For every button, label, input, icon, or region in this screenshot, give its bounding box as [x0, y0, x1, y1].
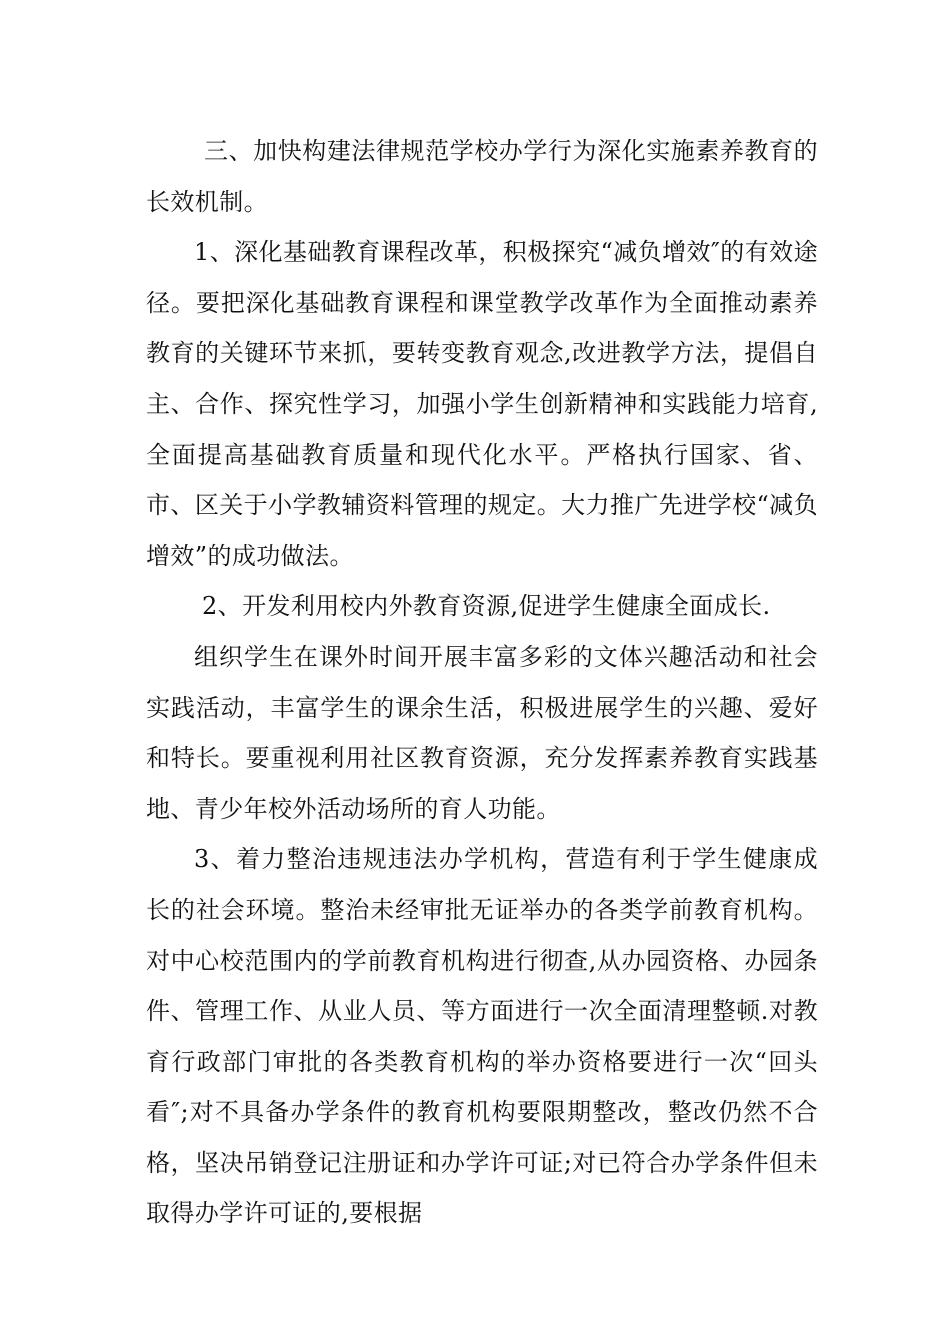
paragraph-item-1: 1、深化基础教育课程改革，积极探究“减负增效″的有效途径。要把深化基础教育课程和课堂教学改革作为全面推动素养教育的关键环节来抓，要转变教育观念,改进教学方法，提倡自主、合作、探究性学习，加强小学生创新精神和实践能力培育,全面提高基础教育质量和现代化水平。严格执行国家、省、市、区关于小学教辅资料管理的规定。大力推广先进学校“减负增效”的成功做法。 [146, 238, 818, 570]
paragraph-item-2-heading: 2、开发利用校内外教育资源,促进学生健康全面成长. [202, 592, 771, 621]
document-body [146, 126, 818, 1239]
section-heading-paragraph: 三、加快构建法律规范学校办学行为深化实施素养教育的长效机制。 [146, 137, 818, 216]
paragraph-item-2-body: 组织学生在课外时间开展丰富多彩的文体兴趣活动和社会实践活动，丰富学生的课余生活，积极进展学生的兴趣、爱好和特长。要重视利用社区教育资源，充分发挥素养教育实践基地、青少年校外活动场所的育人功能。 [146, 642, 818, 823]
paragraph-item-3: 3、着力整治违规违法办学机构，营造有利于学生健康成长的社会环境。整治未经审批无证举办的各类学前教育机构。对中心校范围内的学前教育机构进行彻查,从办园资格、办园条件、管理工作、从业人员、等方面进行一次全面清理整顿.对教育行政部门审批的各类教育机构的举办资格要进行一次“回头看″;对不具备办学条件的教育机构要限期整改，整改仍然不合格，坚决吊销登记注册证和办学许可证;对已符合办学条件但未取得办学许可证的,要根据 [146, 845, 818, 1228]
